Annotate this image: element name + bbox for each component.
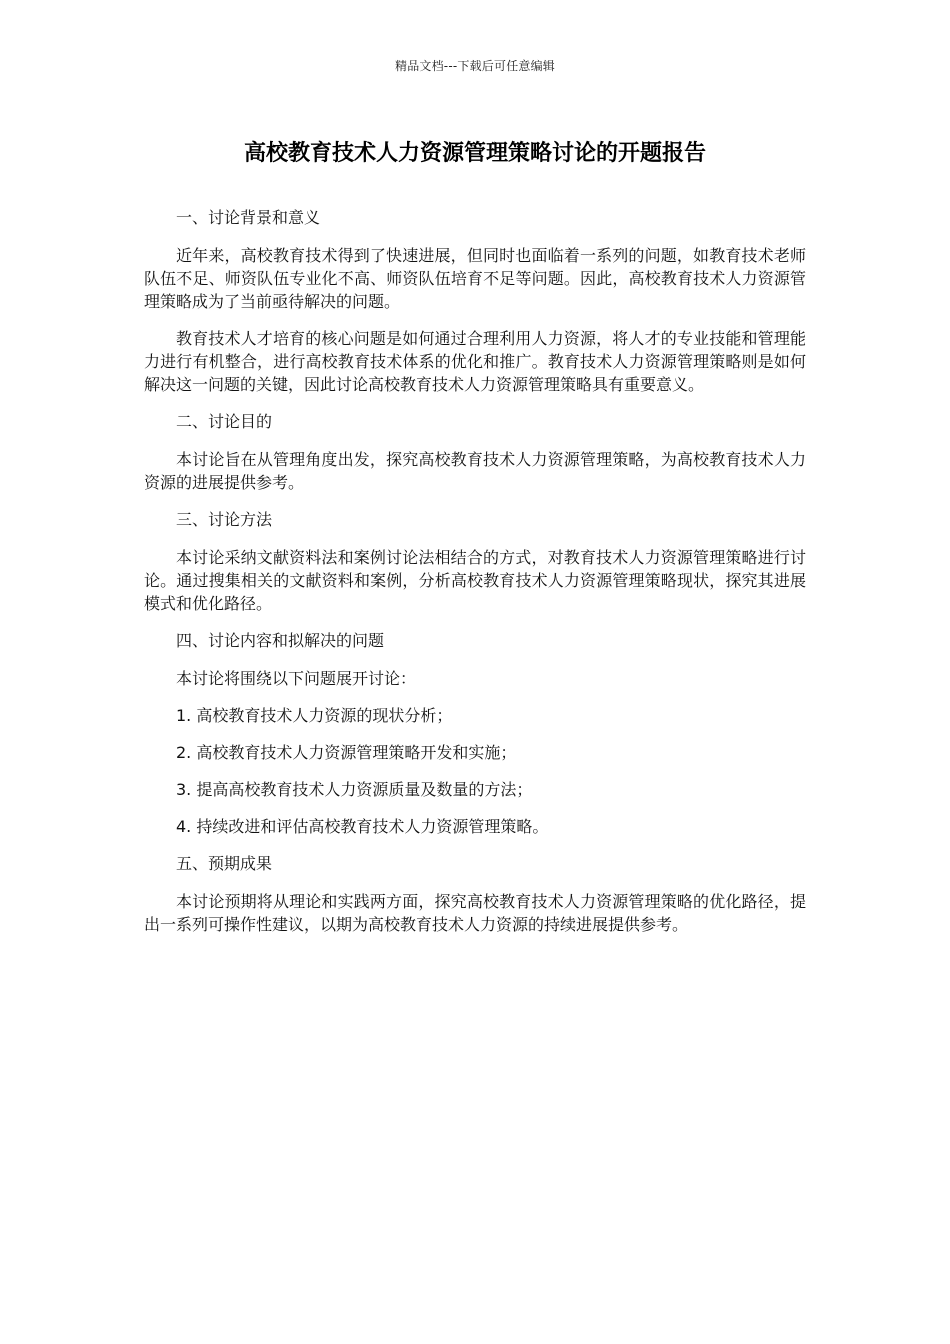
paragraph-purpose: 本讨论旨在从管理角度出发，探究高校教育技术人力资源管理策略，为高校教育技术人力资源的进展提供参考。: [144, 450, 806, 492]
section-heading-purpose: 二、讨论目的: [176, 412, 273, 431]
section-heading-outcomes: 五、预期成果: [176, 854, 273, 873]
paragraph-method: 本讨论采纳文献资料法和案例讨论法相结合的方式，对教育技术人力资源管理策略进行讨论。通过搜集相关的文献资料和案例，分析高校教育技术人力资源管理策略现状，探究其进展模式和优化路径。: [144, 548, 806, 613]
list-item-3: 3. 提高高校教育技术人力资源质量及数量的方法；: [176, 780, 533, 799]
section-heading-background: 一、讨论背景和意义: [176, 208, 321, 227]
paragraph-outcomes: 本讨论预期将从理论和实践两方面，探究高校教育技术人力资源管理策略的优化路径，提出一系列可操作性建议，以期为高校教育技术人力资源的持续进展提供参考。: [144, 892, 806, 934]
list-item-2: 2. 高校教育技术人力资源管理策略开发和实施；: [176, 743, 517, 762]
section-heading-content: 四、讨论内容和拟解决的问题: [176, 631, 385, 650]
paragraph-background-2: 教育技术人才培育的核心问题是如何通过合理利用人力资源，将人才的专业技能和管理能力进行有机整合，进行高校教育技术体系的优化和推广。教育技术人力资源管理策略则是如何解决这一问题的关键，因此讨论高校教育技术人力资源管理策略具有重要意义。: [144, 329, 806, 394]
list-item-1: 1. 高校教育技术人力资源的现状分析；: [176, 706, 453, 725]
paragraph-content-intro: 本讨论将围绕以下问题展开讨论：: [176, 669, 417, 688]
document-title: 高校教育技术人力资源管理策略讨论的开题报告: [243, 141, 706, 166]
list-item-4: 4. 持续改进和评估高校教育技术人力资源管理策略。: [176, 817, 549, 836]
document-body: [144, 206, 806, 950]
section-heading-method: 三、讨论方法: [176, 510, 273, 529]
paragraph-background-1: 近年来，高校教育技术得到了快速进展，但同时也面临着一系列的问题，如教育技术老师队伍不足、师资队伍专业化不高、师资队伍培育不足等问题。因此，高校教育技术人力资源管理策略成为了当前亟待解决的问题。: [144, 246, 806, 311]
header-note: 精品文档---下载后可任意编辑: [395, 59, 555, 73]
